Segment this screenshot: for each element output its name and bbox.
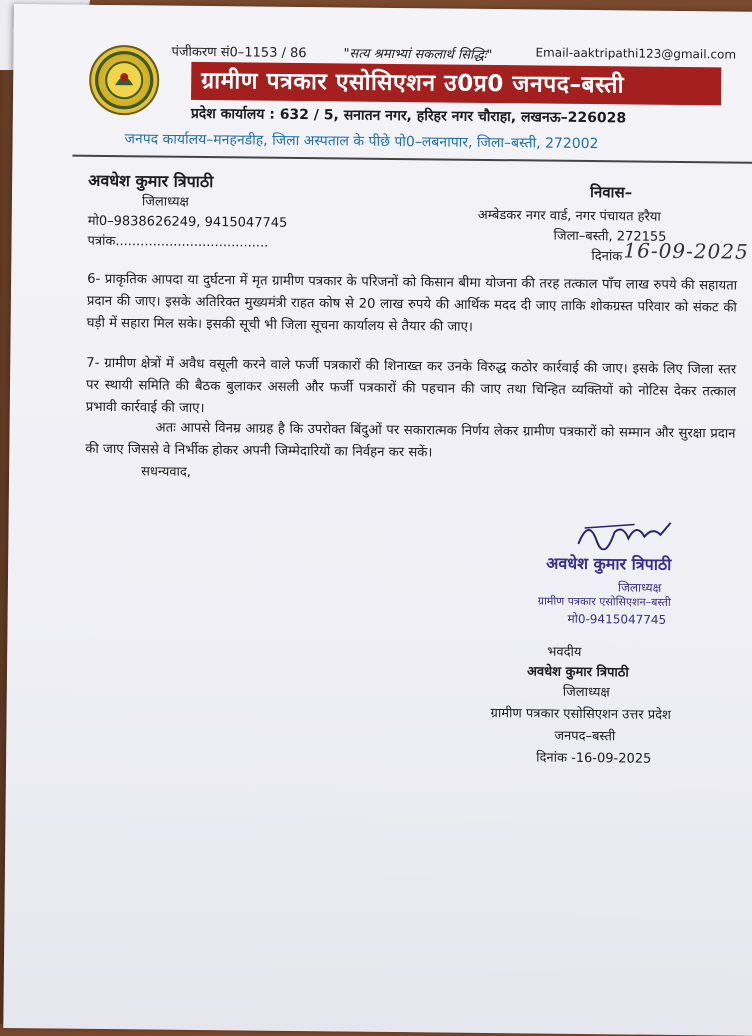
reference-number: पत्रांक..................................... xyxy=(87,233,269,251)
paragraph-point-7: 7- ग्रामीण क्षेत्रों में अवैध वसूली करने वाले फर्जी पत्रकारों की शिनाख्त कर उनके विरुद्ध कठोर कार्रवाई की जाए। इसके लिए जिला स्तर पर स्थायी समिति की बैठक बुलाकर असली और फर्जी पत्रकारों की पहचान की जाए तथा चिन्हित व्यक्तियों को नोटिस देकर तत्काल प्रभावी कार्रवाई की जाए। xyxy=(85,355,737,417)
registration-number: पंजीकरण सं0–1153 / 86 xyxy=(171,44,307,62)
stamp-name: अवधेश कुमार त्रिपाठी xyxy=(546,553,672,574)
stamp-role: जिलाध्यक्ष xyxy=(617,580,662,595)
residence-district: जिला–बस्ती, 272155 xyxy=(553,228,667,245)
date-label: दिनांक xyxy=(591,249,623,265)
district-office-address: जनपद कार्यालय–मनहनडीह, जिला अस्पताल के पीछे पो0–लबनापार, जिला–बस्ती, 272002 xyxy=(124,131,599,153)
organization-banner: ग्रामीण पत्रकार एसोसिएशन उ0प्र0 जनपद–बस्ती xyxy=(191,62,721,106)
closing-organization: ग्रामीण पत्रकार एसोसिएशन उत्तर प्रदेश xyxy=(490,706,671,723)
paragraph-request: अतः आपसे विनम्र आग्रह है कि उपरोक्त बिंदुओं पर सकारात्मक निर्णय लेकर ग्रामीण पत्रकारों को सम्मान और सुरक्षा प्रदान की जाए जिससे वे निर्भीक होकर अपनी जिम्मेदारियों का निर्वहन कर सकें। xyxy=(85,420,736,461)
residence-address: अम्बेडकर नगर वार्ड, नगर पंचायत हरैया xyxy=(477,207,661,225)
closing-date: दिनांक -16-09-2025 xyxy=(536,750,652,767)
closing-district: जनपद–बस्ती xyxy=(554,728,616,745)
closing-name: अवधेश कुमार त्रिपाठी xyxy=(526,664,629,681)
paragraph-point-6: 6- प्राकृतिक आपदा या दुर्घटना में मृत ग्रामीण पत्रकार के परिजनों को किसान बीमा योजना की तरह तत्काल पाँच लाख रुपये की सहायता प्रदान की जाए। इसके अतिरिक्त मुख्यमंत्री राहत कोष से 20 लाख रुपये की आर्थिक मदद दी जाए ताकि शोकग्रस्त परिवार को संकट की घड़ी में सहारा मिल सके। इसकी सूची भी जिला सूचना कार्यालय से तैयार की जाए। xyxy=(86,271,738,335)
closing-role: जिलाध्यक्ष xyxy=(562,684,610,701)
sender-role: जिलाध्यक्ष xyxy=(141,194,189,210)
handwritten-date: 16-09-2025 xyxy=(623,238,749,264)
letter-page xyxy=(3,4,752,1036)
valediction: भवदीय xyxy=(547,644,582,660)
header-divider xyxy=(72,155,752,164)
state-office-address: प्रदेश कार्यालय : 632 / 5, सनातन नगर, हरिहर नगर चौराहा, लखनऊ–226028 xyxy=(190,105,627,127)
sender-phone: मो0–9838626249, 9415047745 xyxy=(87,213,288,231)
stamp-organization: ग्रामीण पत्रकार एसोसिएशन–बस्ती xyxy=(537,594,671,609)
stamp-phone: मो0-9415047745 xyxy=(567,611,667,627)
thanks-line: सधन्यवाद, xyxy=(141,464,191,480)
sender-name: अवधेश कुमार त्रिपाठी xyxy=(88,170,214,192)
motto: "सत्य श्रमाभ्यां सकलार्थ सिद्धिः" xyxy=(343,46,493,64)
association-logo-icon xyxy=(89,45,160,116)
residence-label: निवास– xyxy=(589,183,633,202)
signature xyxy=(574,514,674,551)
email-address: Email-aaktripathi123@gmail.com xyxy=(535,45,737,62)
